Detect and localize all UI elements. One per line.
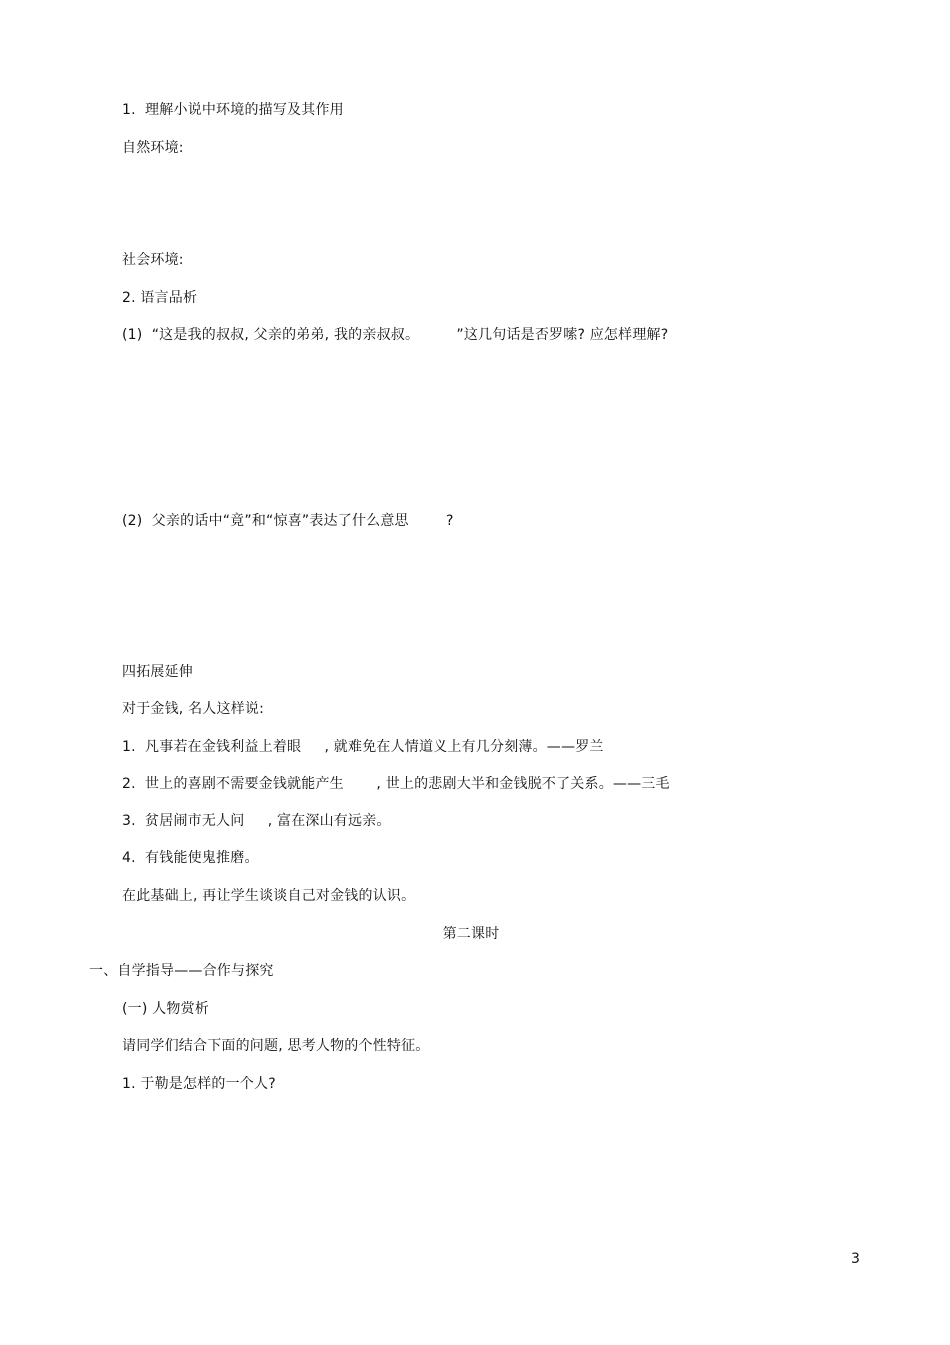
quote-1: 1. 凡事若在金钱利益上着眼 , 就难免在人情道义上有几分刻薄。——罗兰: [122, 739, 604, 755]
discussion-prompt: 在此基础上, 再让学生谈谈自己对金钱的认识。: [122, 888, 416, 904]
section-heading-environment: 1. 理解小说中环境的描写及其作用: [122, 102, 344, 118]
character-instructions: 请同学们结合下面的问题, 思考人物的个性特征。: [122, 1038, 430, 1054]
quote-4: 4. 有钱能使鬼推磨。: [122, 850, 259, 866]
section-heading-self-study: 一、自学指导——合作与探究: [89, 963, 274, 979]
quote-2: 2. 世上的喜剧不需要金钱就能产生 , 世上的悲剧大半和金钱脱不了关系。——三毛: [122, 776, 670, 792]
label-social-environment: 社会环境:: [122, 252, 184, 268]
quotes-intro: 对于金钱, 名人这样说:: [122, 701, 265, 717]
subsection-heading-character-analysis: (一) 人物赏析: [122, 1001, 209, 1017]
quote-3: 3. 贫居闹市无人问 , 富在深山有远亲。: [122, 813, 391, 829]
section-heading-extension: 四拓展延伸: [122, 664, 193, 680]
label-natural-environment: 自然环境:: [122, 140, 184, 156]
section-heading-language-analysis: 2. 语言品析: [122, 290, 198, 306]
page-number: 3: [851, 1251, 861, 1267]
character-question-1: 1. 于勒是怎样的一个人?: [122, 1076, 276, 1092]
lesson-title: 第二课时: [442, 926, 500, 942]
question-1: (1) “这是我的叔叔, 父亲的弟弟, 我的亲叔叔。 ”这几句话是否罗嗦? 应怎样理解?: [122, 327, 669, 343]
question-2: (2) 父亲的话中“竟”和“惊喜”表达了什么意思 ?: [122, 513, 454, 529]
